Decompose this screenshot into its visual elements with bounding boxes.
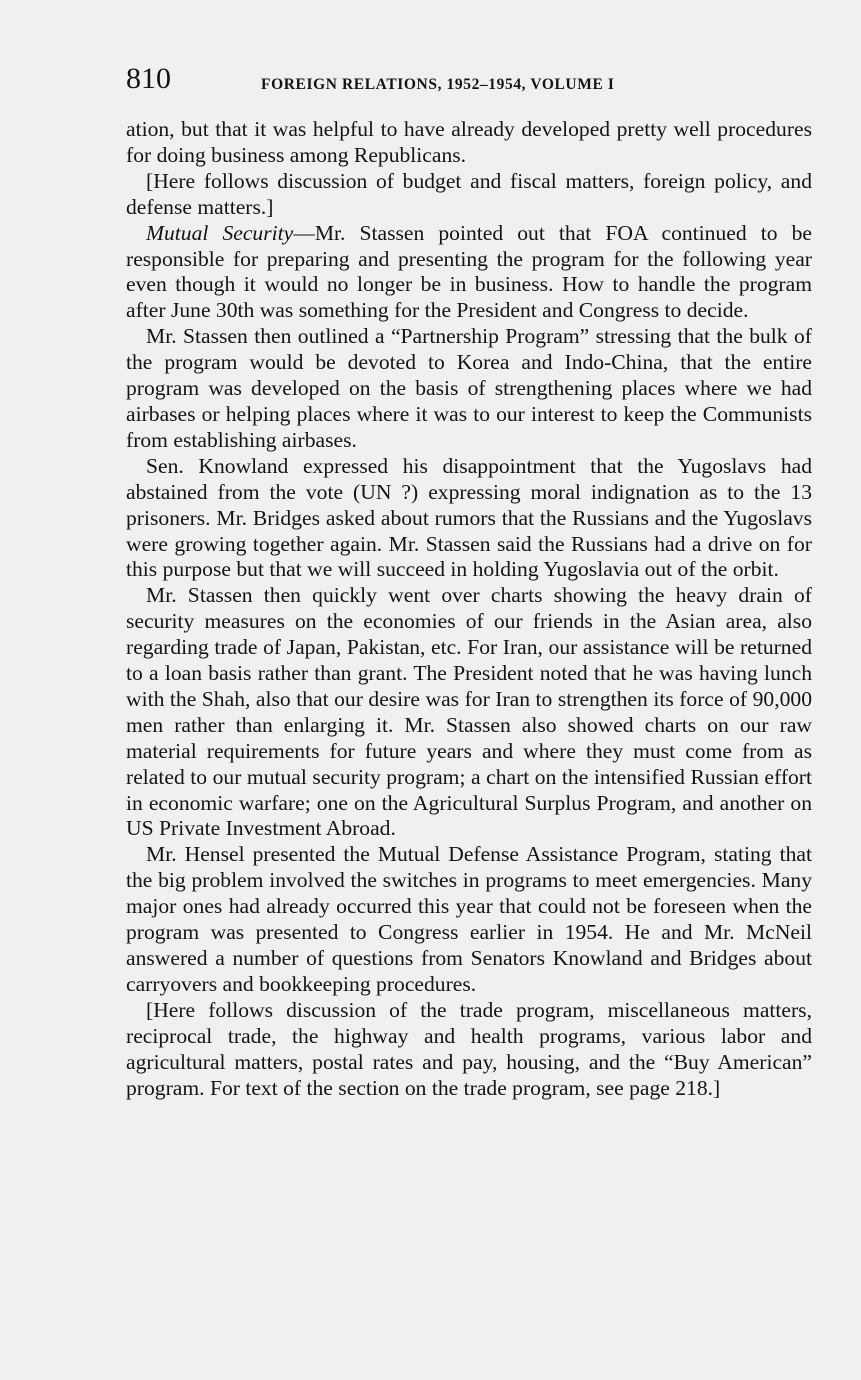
page-header: [126, 58, 816, 98]
section-lead-in: Mutual Security: [146, 220, 294, 245]
paragraph-editorial-note-trade: [Here follows discussion of the trade program, miscellaneous matters, reciprocal trade, the highway and health programs, various labor and agricultural matters, postal rates and pay, housing, and the “Buy American” program. For text of the section on the trade program, see page 218.]: [126, 997, 812, 1100]
page-number: 810: [126, 62, 171, 95]
paragraph-editorial-note: [Here follows discussion of budget and fiscal matters, foreign policy, and defense matters.]: [126, 168, 812, 219]
running-head: FOREIGN RELATIONS, 1952–1954, VOLUME I: [261, 76, 615, 93]
paragraph-partnership-program: Mr. Stassen then outlined a “Partnership Program” stressing that the bulk of the program would be devoted to Korea and Indo-China, that the entire program was developed on the basis of strengthening places where we had airbases or helping places where it was to our interest to keep the Communists from establishing airbases.: [126, 324, 812, 452]
paragraph-continuation: ation, but that it was helpful to have already developed pretty well procedures for doing business among Republicans.: [126, 117, 812, 167]
paragraph-mutual-security: [126, 221, 812, 325]
paragraph-charts: Mr. Stassen then quickly went over charts showing the heavy drain of security measures on the economies of our friends in the Asian area, also regarding trade of Japan, Pakistan, etc. For Iran, our assistance will be returned to a loan basis rather than grant. The President noted that he was having lunch with the Shah, also that our desire was for Iran to strengthen its force of 90,000 men rather than enlarging it. Mr. Stassen also showed charts on our raw material requirements for future years and where they must come from as related to our mutual security program; a chart on the intensified Russian effort in economic warfare; one on the Agricultural Surplus Program, and another on US Private Investment Abroad.: [126, 583, 812, 841]
body-text: [126, 117, 812, 1101]
paragraph-mutual-security-body: —Mr. Stassen pointed out that FOA continued to be responsible for preparing and presenting the program for the following year even though it would no longer be in business. How to handle the program after June 30th was something for the President and Congress to decide.: [126, 220, 812, 323]
paragraph-mdap: Mr. Hensel presented the Mutual Defense Assistance Program, stating that the big problem involved the switches in programs to meet emergencies. Many major ones had already occurred this year that could not be foreseen when the program was presented to Congress earlier in 1954. He and Mr. McNeil answered a number of questions from Senators Knowland and Bridges about carryovers and bookkeeping procedures.: [126, 842, 812, 996]
paragraph-yugoslavia: Sen. Knowland expressed his disappointment that the Yugoslavs had abstained from the vote (UN ?) expressing moral indignation as to the 13 prisoners. Mr. Bridges asked about rumors that the Russians and the Yugoslavs were growing together again. Mr. Stassen said the Russians had a drive on for this purpose but that we will succeed in holding Yugoslavia out of the orbit.: [126, 453, 812, 582]
